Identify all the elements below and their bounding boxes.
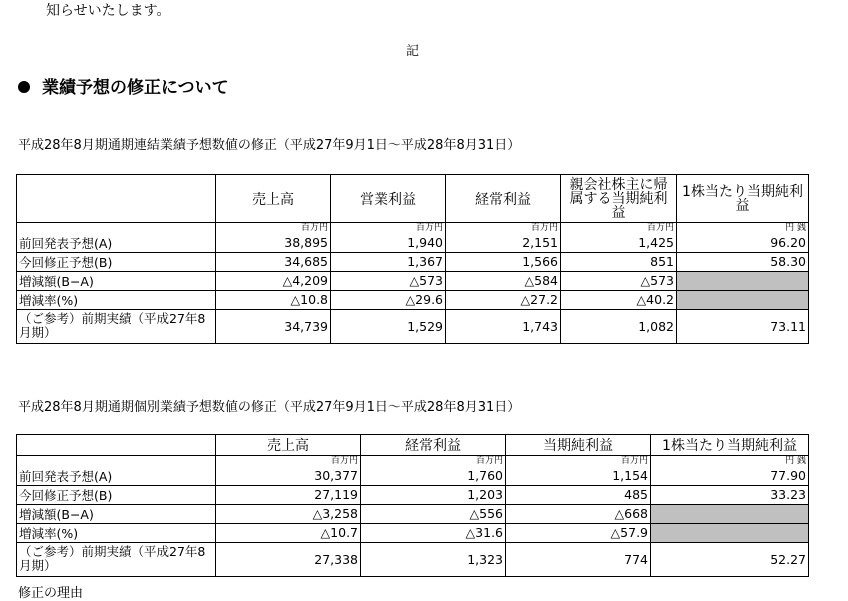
section-heading	[18, 73, 229, 98]
value-cell: 1,203	[361, 485, 506, 504]
table-row	[17, 542, 809, 576]
value-cell: 485	[506, 485, 651, 504]
table2-unit-cell: 百万円	[361, 456, 506, 467]
table1-unit-cell: 円 銭	[677, 223, 809, 234]
value-cell: 1,940	[331, 234, 446, 253]
table1-header-row	[17, 175, 809, 223]
table2-caption: 平成28年8月期通期個別業績予想数値の修正（平成27年9月1日～平成28年8月31日）	[18, 400, 521, 415]
table1-unit-row	[17, 223, 809, 234]
table-row	[17, 309, 809, 343]
value-cell: 34,739	[216, 309, 331, 343]
value-cell: △556	[361, 504, 506, 523]
shaded-cell	[651, 504, 809, 523]
bullet-icon	[18, 81, 30, 93]
table2-header-cell: 当期純利益	[506, 435, 651, 456]
table-row	[17, 467, 809, 486]
value-cell: △3,258	[216, 504, 361, 523]
row-label: 前回発表予想(A)	[17, 234, 216, 253]
value-cell: 73.11	[677, 309, 809, 343]
value-cell: △57.9	[506, 523, 651, 542]
table1-unit-label-cell	[17, 223, 216, 234]
table2-unit-cell: 百万円	[216, 456, 361, 467]
value-cell: 27,338	[216, 542, 361, 576]
value-cell: 1,529	[331, 309, 446, 343]
table2-corner-cell	[17, 435, 216, 456]
table1-header-cell: 1株当たり当期純利益	[677, 175, 809, 223]
value-cell: 33.23	[651, 485, 809, 504]
table-row	[17, 523, 809, 542]
value-cell: △10.8	[216, 290, 331, 309]
table1-header-cell: 親会社株主に帰属する当期純利益	[561, 175, 677, 223]
table2-unit-row	[17, 456, 809, 467]
nonconsolidated-forecast-table	[16, 434, 809, 577]
value-cell: 2,151	[446, 234, 561, 253]
consolidated-forecast-table	[16, 174, 809, 344]
value-cell: △29.6	[331, 290, 446, 309]
table-row	[17, 234, 809, 253]
value-cell: 1,367	[331, 252, 446, 271]
table2-unit-cell: 百万円	[506, 456, 651, 467]
value-cell: △584	[446, 271, 561, 290]
reason-heading: 修正の理由	[18, 586, 84, 601]
intro-text: 知らせいたします。	[46, 3, 171, 19]
section-heading-text: 業績予想の修正について	[42, 78, 229, 98]
value-cell: △40.2	[561, 290, 677, 309]
value-cell: △573	[561, 271, 677, 290]
value-cell: △10.7	[216, 523, 361, 542]
shaded-cell	[677, 290, 809, 309]
table-row	[17, 504, 809, 523]
value-cell: △4,209	[216, 271, 331, 290]
value-cell: 1,566	[446, 252, 561, 271]
table1-corner-cell	[17, 175, 216, 223]
table2-header-cell: 売上高	[216, 435, 361, 456]
table2-unit-label-cell	[17, 456, 216, 467]
table1-unit-cell: 百万円	[216, 223, 331, 234]
table2-header-row	[17, 435, 809, 456]
value-cell: 58.30	[677, 252, 809, 271]
value-cell: 30,377	[216, 467, 361, 486]
row-label: 増減率(%)	[17, 523, 216, 542]
row-label: 今回修正予想(B)	[17, 252, 216, 271]
value-cell: 774	[506, 542, 651, 576]
value-cell: △668	[506, 504, 651, 523]
row-label: （ご参考）前期実績（平成27年8月期）	[17, 309, 216, 343]
row-label: 今回修正予想(B)	[17, 485, 216, 504]
table1-unit-cell: 百万円	[331, 223, 446, 234]
table-row	[17, 485, 809, 504]
table2-unit-cell: 円 銭	[651, 456, 809, 467]
ki-mark: 記	[406, 44, 420, 59]
table-row	[17, 252, 809, 271]
value-cell: 96.20	[677, 234, 809, 253]
table1-caption: 平成28年8月期通期連結業績予想数値の修正（平成27年9月1日～平成28年8月31日）	[18, 138, 521, 153]
shaded-cell	[651, 523, 809, 542]
value-cell: 1,082	[561, 309, 677, 343]
value-cell: 34,685	[216, 252, 331, 271]
value-cell: 27,119	[216, 485, 361, 504]
table-row	[17, 290, 809, 309]
value-cell: 1,425	[561, 234, 677, 253]
table1-unit-cell: 百万円	[561, 223, 677, 234]
table2-header-cell: 経常利益	[361, 435, 506, 456]
value-cell: 1,760	[361, 467, 506, 486]
value-cell: 1,154	[506, 467, 651, 486]
value-cell: 52.27	[651, 542, 809, 576]
table1-unit-cell: 百万円	[446, 223, 561, 234]
table1-header-cell: 売上高	[216, 175, 331, 223]
row-label: 増減額(B−A)	[17, 271, 216, 290]
table2-header-cell: 1株当たり当期純利益	[651, 435, 809, 456]
row-label: （ご参考）前期実績（平成27年8月期）	[17, 542, 216, 576]
value-cell: 38,895	[216, 234, 331, 253]
value-cell: 851	[561, 252, 677, 271]
value-cell: △31.6	[361, 523, 506, 542]
value-cell: 77.90	[651, 467, 809, 486]
table1-header-cell: 経常利益	[446, 175, 561, 223]
table1-header-cell: 営業利益	[331, 175, 446, 223]
row-label: 増減率(%)	[17, 290, 216, 309]
table-row	[17, 271, 809, 290]
value-cell: △27.2	[446, 290, 561, 309]
shaded-cell	[677, 271, 809, 290]
value-cell: △573	[331, 271, 446, 290]
row-label: 増減額(B−A)	[17, 504, 216, 523]
value-cell: 1,323	[361, 542, 506, 576]
row-label: 前回発表予想(A)	[17, 467, 216, 486]
value-cell: 1,743	[446, 309, 561, 343]
